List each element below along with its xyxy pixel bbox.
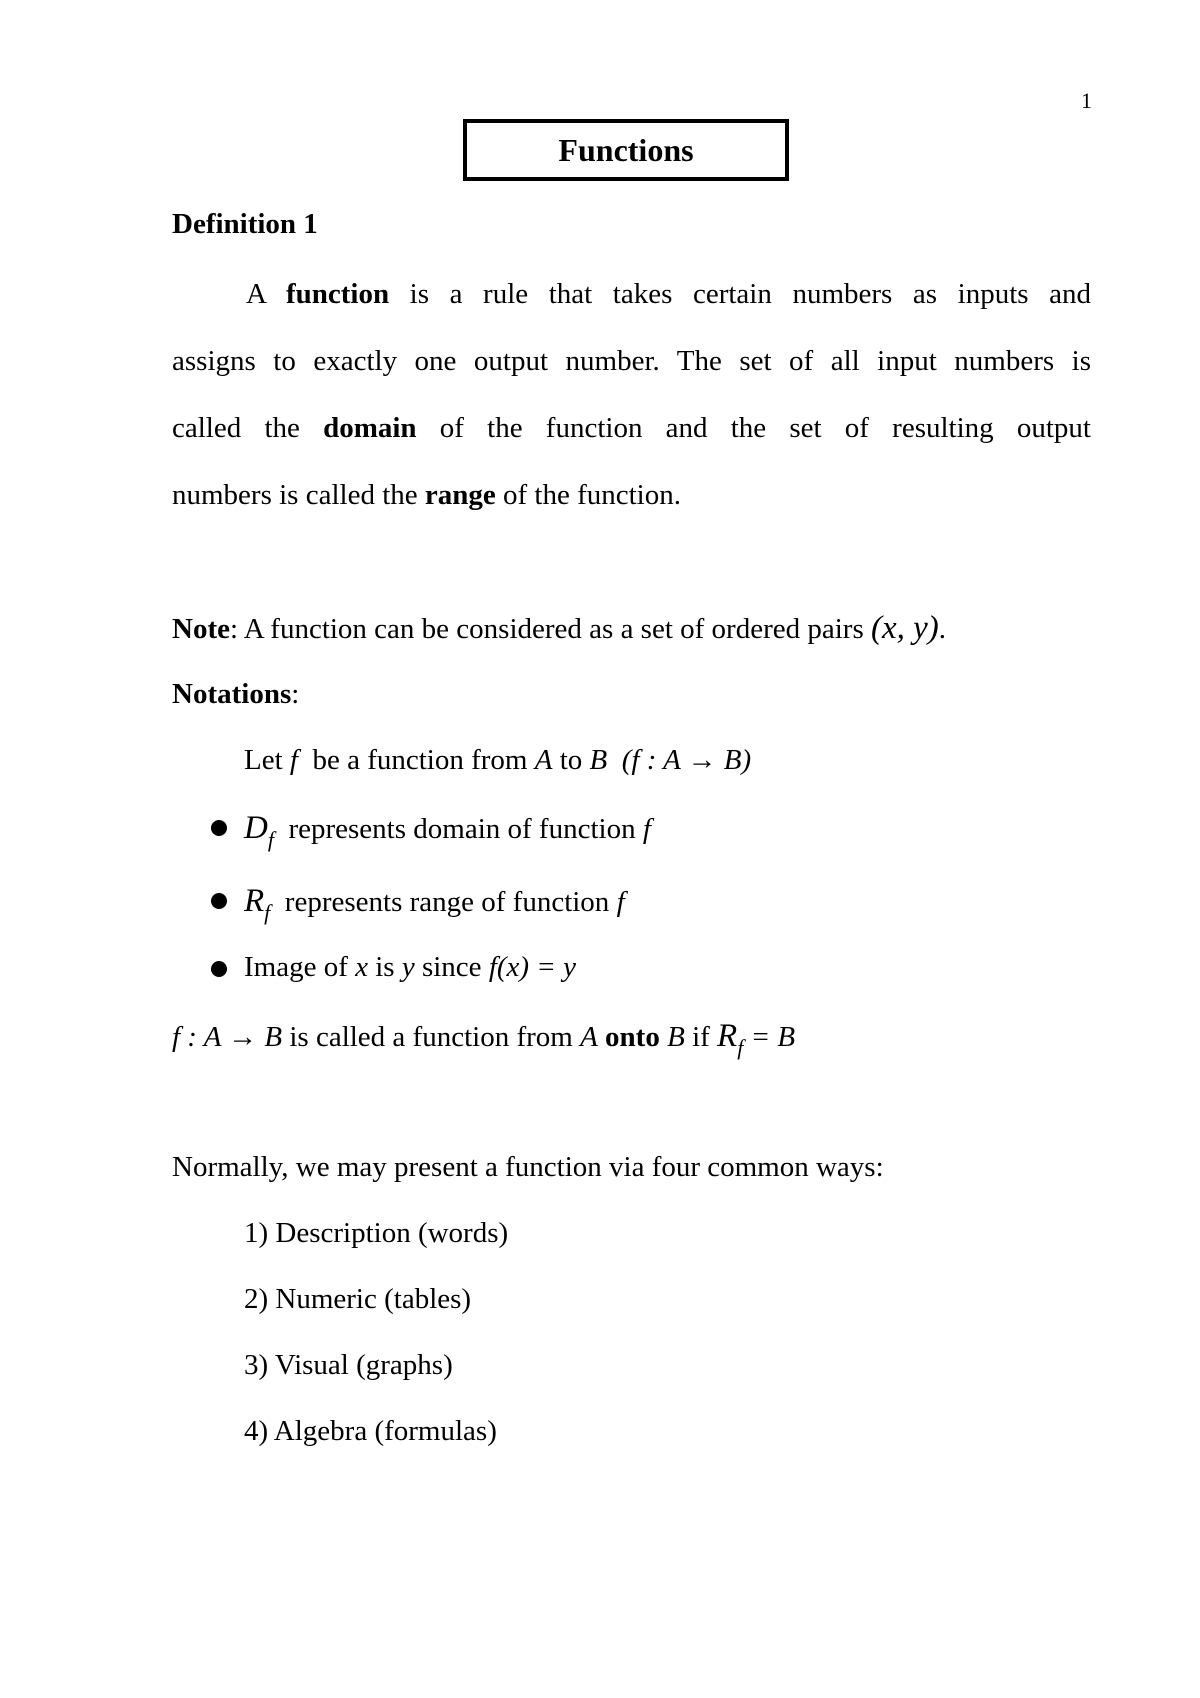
page-number: 1 xyxy=(1081,88,1092,113)
bullet-dot-2 xyxy=(211,893,227,909)
onto-line: f : A → B is called a function from A onto B if $R_f = B$ xyxy=(172,1018,796,1060)
definition-line-2: assigns to exactly one output number. The set of all input numbers is xyxy=(172,345,1091,377)
bullet-image: Image of x is y since f(x) = y xyxy=(244,951,576,983)
notations-heading: Notations: xyxy=(172,678,300,710)
bullet-dot-1 xyxy=(211,820,227,836)
bullet-domain: $D_f$ represents domain of function f xyxy=(244,810,651,852)
note-line: Note: A function can be considered as a set of ordered pairs (x, y). xyxy=(172,610,947,646)
way-item-4: 4) Algebra (formulas) xyxy=(244,1415,497,1447)
page-title: Functions xyxy=(463,119,789,181)
definition-line-1: A function is a rule that takes certain numbers as inputs and xyxy=(246,278,1092,310)
way-item-2: 2) Numeric (tables) xyxy=(244,1283,472,1315)
definition-line-3: called the domain of the function and the set of resulting output xyxy=(172,412,1091,444)
definition-line-4: numbers is called the range of the function. xyxy=(172,479,681,511)
bullet-dot-3 xyxy=(211,961,227,977)
let-line: Let f be a function from A to B (f : A → B) xyxy=(244,744,752,776)
definition-heading: Definition 1 xyxy=(172,208,318,240)
way-item-3: 3) Visual (graphs) xyxy=(244,1349,453,1381)
ways-intro: Normally, we may present a function via four common ways: xyxy=(172,1151,884,1183)
way-item-1: 1) Description (words) xyxy=(244,1217,509,1249)
bullet-range: $R_f$ represents range of function f xyxy=(244,883,625,925)
